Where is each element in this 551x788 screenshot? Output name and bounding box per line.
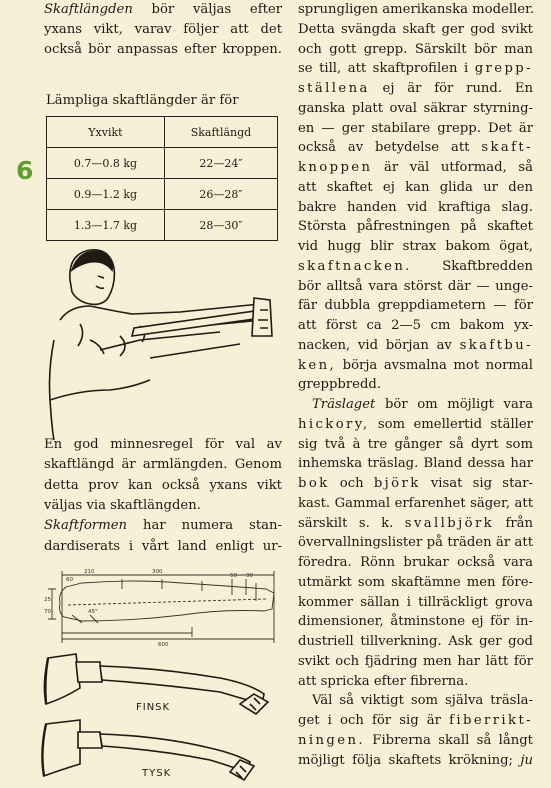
text-line — [44, 22, 282, 38]
text-line — [298, 279, 533, 295]
text-run: att spricka efter fibrerna. — [298, 673, 469, 689]
text-run: ganska platt oval säkrar styrning- — [298, 100, 533, 116]
table-cell: 0.9—1.2 kg — [47, 179, 165, 210]
text-line — [298, 101, 533, 117]
man-measuring-arm-illustration — [40, 240, 280, 440]
text-run: bör väljas efter — [132, 2, 282, 17]
spaced-term: skaftbu- — [459, 337, 533, 353]
italic-term: Skaftlängden — [44, 2, 133, 17]
text-run: kommer sällan i tillräckligt grova — [298, 594, 533, 610]
text-run: som emellertid ställer — [369, 416, 533, 432]
text-line — [298, 516, 533, 532]
text-line — [298, 535, 533, 551]
spaced-term: skaftnacken. — [298, 258, 412, 274]
axe-illustrations — [40, 648, 280, 788]
text-run: svikt och fjädring men har lätt för — [298, 653, 533, 669]
text-line — [298, 456, 533, 472]
spaced-term: ningen. — [298, 732, 365, 748]
text-line — [44, 457, 282, 473]
text-run: utmärkt som skaftämne men före- — [298, 574, 533, 590]
text-line — [44, 498, 282, 514]
text-run: Skaftbredden — [411, 258, 533, 274]
dim-label: 300 — [152, 569, 163, 575]
text-line — [298, 476, 533, 492]
handle-technical-drawing — [42, 565, 282, 647]
text-line — [298, 634, 533, 650]
text-run: dardiserats i vårt land enligt ur- — [44, 538, 282, 554]
text-line — [298, 377, 533, 393]
text-line — [298, 140, 533, 156]
text-run: Största påfrestningen på skaftet — [298, 219, 533, 235]
text-run: get i och för sig är — [298, 713, 450, 728]
text-line — [298, 160, 533, 176]
text-run: också av betydelse att — [298, 140, 482, 156]
text-line — [298, 81, 533, 97]
spaced-term: ken, — [298, 357, 337, 373]
text-line — [298, 239, 533, 255]
text-run: bakre handen vid kraftiga slag. — [298, 199, 533, 215]
dim-label: 50 — [230, 573, 237, 579]
table-caption: Lämpliga skaftlängder är för — [46, 93, 239, 108]
text-run: att skaftet ej kan glida ur den — [298, 179, 533, 195]
text-run: sprungligen amerikanska modeller. — [298, 2, 535, 17]
text-line — [298, 654, 533, 670]
text-line — [298, 338, 533, 354]
dim-label: 600 — [158, 642, 169, 647]
text-line — [44, 437, 282, 453]
dim-label: 60 — [66, 577, 73, 583]
table-cell: 0.7—0.8 kg — [47, 148, 165, 179]
italic-term: Skaftformen — [44, 518, 127, 534]
text-run: att först ca 2—5 cm bakom yx- — [298, 318, 533, 333]
table-cell: 22—24″ — [164, 148, 277, 179]
spaced-term: grepp- — [474, 61, 533, 77]
dim-label: 45° — [88, 609, 98, 615]
text-line — [298, 318, 533, 334]
spaced-term: hickory, — [298, 416, 370, 432]
text-run: en — ger stabilare grepp. Det är — [298, 120, 533, 136]
text-line — [298, 358, 533, 374]
text-run: övervallningslister på träden är att — [298, 535, 533, 551]
header-axe-weight: Yxvikt — [47, 117, 165, 148]
table-header-row — [47, 117, 278, 148]
text-run: bör om möjligt vara — [375, 397, 533, 412]
text-run: också bör anpassas efter kroppen. — [44, 42, 282, 57]
text-line — [298, 200, 533, 216]
text-line — [298, 595, 533, 611]
text-line — [44, 478, 282, 494]
text-line — [298, 180, 533, 196]
text-line — [298, 437, 533, 453]
text-run: inhemska träslag. Bland dessa har — [298, 456, 533, 472]
text-line — [298, 61, 533, 77]
text-run: väljas via skaftlängden. — [44, 497, 201, 513]
text-line — [312, 397, 533, 413]
text-line — [298, 417, 533, 433]
spaced-term: svallbjörk — [404, 515, 495, 531]
text-run: Fibrerna skall så långt — [364, 732, 533, 748]
dim-label: 25 — [44, 597, 51, 603]
spaced-term: ställena — [298, 81, 370, 96]
text-line — [312, 693, 533, 709]
table-row — [47, 210, 278, 241]
dim-label: 30 — [246, 573, 253, 579]
text-run: detta prov kan också yxans vikt — [44, 477, 282, 493]
text-run: dimensioner, åtminstone ej för in- — [298, 614, 533, 630]
text-line — [44, 539, 282, 555]
text-line — [298, 496, 533, 512]
spaced-term: knoppen — [298, 160, 373, 175]
text-line — [298, 259, 533, 275]
text-run: vid hugg blir strax bakom ögat, — [298, 239, 533, 254]
text-run: bör alltså vara störst där — unge- — [298, 278, 533, 294]
text-run: se till, att skaftprofilen i — [298, 61, 475, 77]
text-run: fär dubbla greppdiametern — för — [298, 298, 533, 314]
text-run: börja avsmalna mot normal — [336, 357, 533, 373]
header-handle-length: Skaftlängd — [164, 117, 277, 148]
table-cell: 1.3—1.7 kg — [47, 210, 165, 241]
text-run: dustriell tillverkning. Ask ger god — [298, 634, 533, 649]
spaced-term: skaft- — [481, 140, 533, 156]
text-run: Detta svängda skaft ger god svikt — [298, 21, 533, 37]
text-run: från — [494, 515, 534, 531]
text-run: ej är för rund. En — [369, 81, 533, 96]
table-row — [47, 179, 278, 210]
dim-label: 70 — [44, 609, 51, 615]
text-line — [298, 555, 533, 571]
text-run: särskilt s. k. — [298, 515, 405, 531]
page-number: 6 — [16, 156, 34, 185]
text-run: och gott grepp. Särskilt bör man — [298, 41, 533, 57]
italic-term: ju — [520, 752, 533, 768]
text-line — [44, 42, 282, 58]
text-line — [298, 298, 533, 314]
spaced-term: bok — [298, 476, 330, 491]
text-run: möjligt följa skaftets krökning; — [298, 752, 521, 768]
text-line — [298, 219, 533, 235]
handle-length-table — [46, 116, 278, 241]
finnish-axe-label: FINSK — [136, 702, 171, 713]
text-line — [44, 2, 282, 18]
text-run: En god minnesregel för val av — [44, 437, 282, 452]
text-run: nacken, vid början av — [298, 337, 460, 353]
text-run: skaftlängd är armlängden. Genom — [44, 457, 282, 473]
text-run: Väl så viktigt som själva träsla- — [312, 693, 533, 709]
text-run: och — [329, 476, 374, 491]
text-line — [298, 733, 533, 749]
table-row — [47, 148, 278, 179]
text-line — [298, 2, 533, 18]
text-run: visat sig star- — [420, 476, 533, 491]
text-line — [298, 614, 533, 630]
text-run: yxans vikt, varav följer att det — [44, 22, 282, 37]
dim-label: 210 — [84, 569, 95, 575]
spaced-term: björk — [373, 476, 421, 491]
text-run: kast. Gammal erfarenhet säger, att — [298, 495, 533, 511]
text-line — [298, 674, 533, 690]
text-line — [44, 518, 282, 534]
german-axe-label: TYSK — [142, 768, 172, 779]
text-run: sig två à tre gånger så dyrt som — [298, 436, 533, 452]
text-line — [298, 753, 533, 769]
table-cell: 26—28″ — [164, 179, 277, 210]
text-run: är väl utformad, så — [372, 160, 533, 175]
text-line — [298, 121, 533, 137]
text-line — [298, 42, 533, 58]
text-line — [298, 713, 533, 729]
text-run: föredra. Rönn brukar också vara — [298, 555, 533, 570]
text-line — [298, 575, 533, 591]
italic-term: Träslaget — [312, 397, 376, 412]
text-run: har numera stan- — [127, 518, 282, 534]
text-line — [298, 22, 533, 38]
table-cell: 28—30″ — [164, 210, 277, 241]
spaced-term: fiberrikt- — [449, 713, 533, 728]
text-run: greppbredd. — [298, 377, 382, 393]
